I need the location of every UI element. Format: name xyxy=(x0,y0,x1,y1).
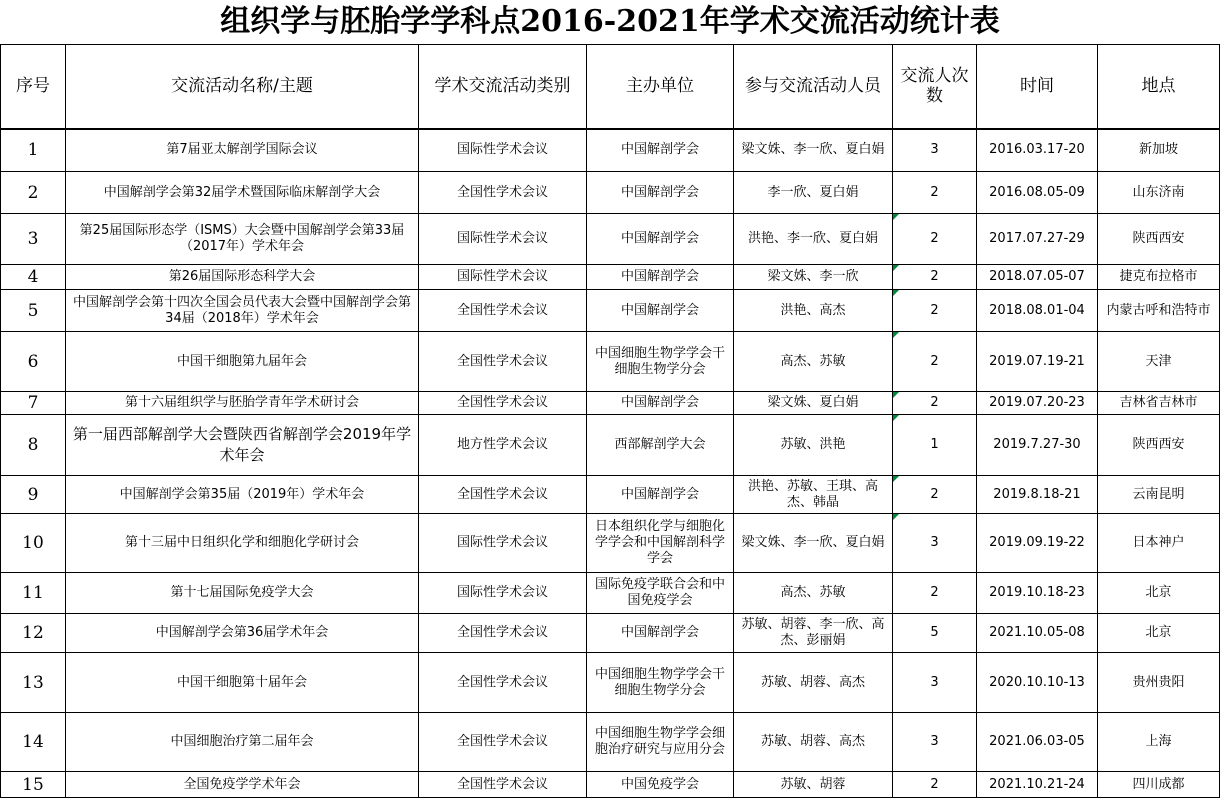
cell-category: 国际性学术会议 xyxy=(419,129,587,172)
cell-date: 2019.10.18-23 xyxy=(977,573,1098,614)
cell-count: 2 xyxy=(893,573,977,614)
cell-category: 全国性学术会议 xyxy=(419,713,587,772)
cell-count: 1 xyxy=(893,415,977,476)
cell-people: 洪艳、苏敏、王琪、高杰、韩晶 xyxy=(734,476,893,514)
cell-date: 2017.07.27-29 xyxy=(977,214,1098,265)
cell-date: 2019.07.20-23 xyxy=(977,392,1098,415)
table-row xyxy=(1,214,1220,265)
cell-host: 中国解剖学会 xyxy=(587,129,734,172)
cell-name: 全国免疫学学术年会 xyxy=(66,772,419,798)
table-row xyxy=(1,614,1220,653)
cell-date: 2019.7.27-30 xyxy=(977,415,1098,476)
cell-seq: 6 xyxy=(1,332,66,392)
cell-place: 四川成都 xyxy=(1098,772,1220,798)
table-row xyxy=(1,415,1220,476)
cell-place: 日本神户 xyxy=(1098,514,1220,573)
cell-category: 全国性学术会议 xyxy=(419,653,587,713)
table-row xyxy=(1,573,1220,614)
cell-count: 2 xyxy=(893,290,977,332)
cell-count: 3 xyxy=(893,653,977,713)
table-row xyxy=(1,129,1220,172)
cell-category: 全国性学术会议 xyxy=(419,172,587,214)
cell-name: 第十六届组织学与胚胎学青年学术研讨会 xyxy=(66,392,419,415)
table-row xyxy=(1,476,1220,514)
cell-place: 云南昆明 xyxy=(1098,476,1220,514)
cell-people: 梁文姝、夏白娟 xyxy=(734,392,893,415)
cell-seq: 11 xyxy=(1,573,66,614)
table-row xyxy=(1,392,1220,415)
cell-category: 全国性学术会议 xyxy=(419,772,587,798)
cell-name: 中国解剖学会第36届学术年会 xyxy=(66,614,419,653)
cell-people: 苏敏、胡蓉、高杰 xyxy=(734,653,893,713)
cell-date: 2019.09.19-22 xyxy=(977,514,1098,573)
cell-category: 国际性学术会议 xyxy=(419,514,587,573)
table-row xyxy=(1,653,1220,713)
cell-people: 苏敏、胡蓉、高杰 xyxy=(734,713,893,772)
cell-date: 2016.03.17-20 xyxy=(977,129,1098,172)
cell-people: 洪艳、高杰 xyxy=(734,290,893,332)
cell-place: 捷克布拉格市 xyxy=(1098,265,1220,290)
cell-name: 中国干细胞第十届年会 xyxy=(66,653,419,713)
page-title: 组织学与胚胎学学科点2016-2021年学术交流活动统计表 xyxy=(220,4,1000,39)
cell-name: 中国细胞治疗第二届年会 xyxy=(66,713,419,772)
cell-place: 上海 xyxy=(1098,713,1220,772)
cell-count: 5 xyxy=(893,614,977,653)
cell-name: 中国解剖学会第十四次全国会员代表大会暨中国解剖学会第34届（2018年）学术年会 xyxy=(66,290,419,332)
table-row xyxy=(1,514,1220,573)
cell-date: 2018.08.01-04 xyxy=(977,290,1098,332)
cell-count: 2 xyxy=(893,476,977,514)
cell-date: 2021.10.21-24 xyxy=(977,772,1098,798)
cell-count: 2 xyxy=(893,392,977,415)
cell-seq: 1 xyxy=(1,129,66,172)
cell-seq: 15 xyxy=(1,772,66,798)
cell-people: 高杰、苏敏 xyxy=(734,573,893,614)
header-count: 交流人次数 xyxy=(893,45,977,129)
cell-count: 3 xyxy=(893,713,977,772)
cell-seq: 14 xyxy=(1,713,66,772)
cell-host: 中国解剖学会 xyxy=(587,214,734,265)
cell-host: 日本组织化学与细胞化学学会和中国解剖科学学会 xyxy=(587,514,734,573)
cell-date: 2019.8.18-21 xyxy=(977,476,1098,514)
cell-people: 梁文姝、李一欣、夏白娟 xyxy=(734,129,893,172)
cell-count: 2 xyxy=(893,172,977,214)
cell-host: 中国解剖学会 xyxy=(587,392,734,415)
cell-place: 贵州贵阳 xyxy=(1098,653,1220,713)
table-row xyxy=(1,332,1220,392)
cell-place: 吉林省吉林市 xyxy=(1098,392,1220,415)
cell-people: 苏敏、洪艳 xyxy=(734,415,893,476)
cell-host: 中国解剖学会 xyxy=(587,290,734,332)
cell-host: 中国细胞生物学学会干细胞生物学分会 xyxy=(587,653,734,713)
cell-category: 全国性学术会议 xyxy=(419,392,587,415)
cell-count: 2 xyxy=(893,772,977,798)
cell-place: 北京 xyxy=(1098,573,1220,614)
cell-host: 西部解剖学大会 xyxy=(587,415,734,476)
cell-host: 国际免疫学联合会和中国免疫学会 xyxy=(587,573,734,614)
cell-name: 第一届西部解剖学大会暨陕西省解剖学会2019年学术年会 xyxy=(66,415,419,476)
cell-category: 全国性学术会议 xyxy=(419,476,587,514)
activity-table xyxy=(0,44,1220,798)
cell-seq: 4 xyxy=(1,265,66,290)
cell-date: 2016.08.05-09 xyxy=(977,172,1098,214)
cell-place: 陕西西安 xyxy=(1098,415,1220,476)
cell-place: 新加坡 xyxy=(1098,129,1220,172)
cell-name: 中国解剖学会第35届（2019年）学术年会 xyxy=(66,476,419,514)
cell-host: 中国解剖学会 xyxy=(587,172,734,214)
header-category: 学术交流活动类别 xyxy=(419,45,587,129)
cell-date: 2020.10.10-13 xyxy=(977,653,1098,713)
cell-category: 国际性学术会议 xyxy=(419,214,587,265)
cell-seq: 13 xyxy=(1,653,66,713)
cell-host: 中国解剖学会 xyxy=(587,265,734,290)
cell-category: 地方性学术会议 xyxy=(419,415,587,476)
cell-category: 全国性学术会议 xyxy=(419,614,587,653)
cell-host: 中国细胞生物学学会干细胞生物学分会 xyxy=(587,332,734,392)
cell-people: 高杰、苏敏 xyxy=(734,332,893,392)
header-date: 时间 xyxy=(977,45,1098,129)
header-name: 交流活动名称/主题 xyxy=(66,45,419,129)
header-people: 参与交流活动人员 xyxy=(734,45,893,129)
cell-people: 梁文姝、李一欣、夏白娟 xyxy=(734,514,893,573)
cell-place: 陕西西安 xyxy=(1098,214,1220,265)
cell-name: 第十七届国际免疫学大会 xyxy=(66,573,419,614)
cell-count: 3 xyxy=(893,129,977,172)
cell-category: 国际性学术会议 xyxy=(419,573,587,614)
cell-seq: 7 xyxy=(1,392,66,415)
table-row xyxy=(1,290,1220,332)
cell-place: 内蒙古呼和浩特市 xyxy=(1098,290,1220,332)
cell-name: 中国解剖学会第32届学术暨国际临床解剖学大会 xyxy=(66,172,419,214)
cell-date: 2018.07.05-07 xyxy=(977,265,1098,290)
table-row xyxy=(1,172,1220,214)
cell-count: 3 xyxy=(893,514,977,573)
cell-date: 2021.10.05-08 xyxy=(977,614,1098,653)
cell-seq: 8 xyxy=(1,415,66,476)
cell-date: 2019.07.19-21 xyxy=(977,332,1098,392)
cell-place: 北京 xyxy=(1098,614,1220,653)
cell-people: 苏敏、胡蓉 xyxy=(734,772,893,798)
cell-seq: 2 xyxy=(1,172,66,214)
cell-host: 中国免疫学会 xyxy=(587,772,734,798)
cell-seq: 3 xyxy=(1,214,66,265)
table-row xyxy=(1,772,1220,798)
cell-people: 苏敏、胡蓉、李一欣、高杰、彭丽娟 xyxy=(734,614,893,653)
cell-count: 2 xyxy=(893,214,977,265)
cell-people: 洪艳、李一欣、夏白娟 xyxy=(734,214,893,265)
cell-category: 国际性学术会议 xyxy=(419,265,587,290)
table-row xyxy=(1,265,1220,290)
cell-host: 中国细胞生物学学会细胞治疗研究与应用分会 xyxy=(587,713,734,772)
cell-date: 2021.06.03-05 xyxy=(977,713,1098,772)
cell-people: 梁文姝、李一欣 xyxy=(734,265,893,290)
cell-name: 第7届亚太解剖学国际会议 xyxy=(66,129,419,172)
cell-place: 天津 xyxy=(1098,332,1220,392)
cell-seq: 9 xyxy=(1,476,66,514)
cell-count: 2 xyxy=(893,265,977,290)
cell-name: 第25届国际形态学（ISMS）大会暨中国解剖学会第33届（2017年）学术年会 xyxy=(66,214,419,265)
table-row xyxy=(1,713,1220,772)
cell-count: 2 xyxy=(893,332,977,392)
cell-name: 第26届国际形态科学大会 xyxy=(66,265,419,290)
header-place: 地点 xyxy=(1098,45,1220,129)
cell-people: 李一欣、夏白娟 xyxy=(734,172,893,214)
cell-name: 中国干细胞第九届年会 xyxy=(66,332,419,392)
cell-host: 中国解剖学会 xyxy=(587,476,734,514)
cell-category: 全国性学术会议 xyxy=(419,332,587,392)
cell-seq: 12 xyxy=(1,614,66,653)
cell-seq: 5 xyxy=(1,290,66,332)
header-host: 主办单位 xyxy=(587,45,734,129)
cell-seq: 10 xyxy=(1,514,66,573)
header-seq: 序号 xyxy=(1,45,66,129)
cell-name: 第十三届中日组织化学和细胞化学研讨会 xyxy=(66,514,419,573)
table-header-row xyxy=(1,45,1220,129)
cell-place: 山东济南 xyxy=(1098,172,1220,214)
cell-category: 全国性学术会议 xyxy=(419,290,587,332)
cell-host: 中国解剖学会 xyxy=(587,614,734,653)
